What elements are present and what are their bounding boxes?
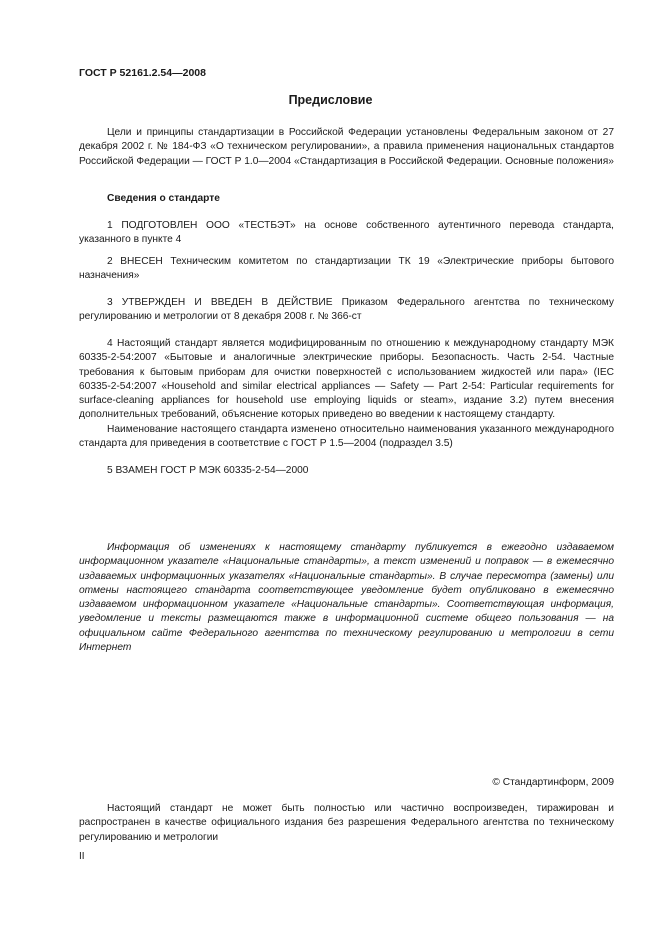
reproduction-notice: Настоящий стандарт не может быть полностью или частично воспроизведен, тиражирован и распространен в качестве официального издания без разрешения Федерального агентства по техническому регулированию и метрологии [79, 803, 614, 843]
document-id: ГОСТ Р 52161.2.54—2008 [79, 67, 206, 79]
info-notice: Информация об изменениях к настоящему стандарту публикуется в ежегодно издаваемом информационном указателе «Национальные стандарты», а текст изменений и поправок — в ежемесячно издаваемых информационных указателях «Национальные стандарты». В случае пересмотра (замены) или отмены настоящего стандарта соответствующее уведомление будет опубликовано в ежемесячно издаваемом информационном указателе «Национальные стандарты». Соответствующая информация, уведомление и тексты размещаются также в информационной системе общего пользования — на официальном сайте Федерального агентства по техническому регулированию и метрологии в сети Интернет [79, 542, 614, 654]
item-4: 4 Настоящий стандарт является модифицированным по отношению к международному стандарту МЭК 60335-2-54:2007 «Бытовые и аналогичные электрические приборы. Безопасность. Часть 2-54. Частные требования к бытовым приборам для очистки поверхностей с использованием жидкостей или пара» (IEC 60335-2-54:2007 «Household and similar electrical appliances — Safety — Part 2-54: Particular requirements for surface-cleaning appliances for household use employing liquids or steam», издание 3.2) путем внесения дополнительных требований, объяснение которых приведено во введении к настоящему стандарту. [79, 338, 614, 421]
item-1: 1 ПОДГОТОВЛЕН ООО «ТЕСТБЭТ» на основе собственного аутентичного перевода стандарта, указанного в пункте 4 [79, 220, 614, 246]
copyright: © Стандартинформ, 2009 [492, 777, 614, 788]
intro-paragraph: Цели и принципы стандартизации в Российской Федерации установлены Федеральным законом от 27 декабря 2002 г. № 184-ФЗ «О техническом регулировании», а правила применения национальных стандартов Российской Федерации — ГОСТ Р 1.0—2004 «Стандартизация в Российской Федерации. Основные положения» [79, 127, 614, 167]
section-subtitle: Сведения о стандарте [107, 193, 220, 204]
item-4-note: Наименование настоящего стандарта изменено относительно наименования указанного международного стандарта для приведения в соответствие с ГОСТ Р 1.5—2004 (подраздел 3.5) [79, 424, 614, 450]
item-5: 5 ВЗАМЕН ГОСТ Р МЭК 60335-2-54—2000 [107, 465, 309, 476]
page-title: Предисловие [288, 93, 373, 107]
page-number: II [79, 851, 85, 862]
item-3: 3 УТВЕРЖДЕН И ВВЕДЕН В ДЕЙСТВИЕ Приказом Федерального агентства по техническому регулированию и метрологии от 8 декабря 2008 г. № 366-ст [79, 297, 614, 323]
item-2: 2 ВНЕСЕН Техническим комитетом по стандартизации ТК 19 «Электрические приборы бытового назначения» [79, 256, 614, 282]
